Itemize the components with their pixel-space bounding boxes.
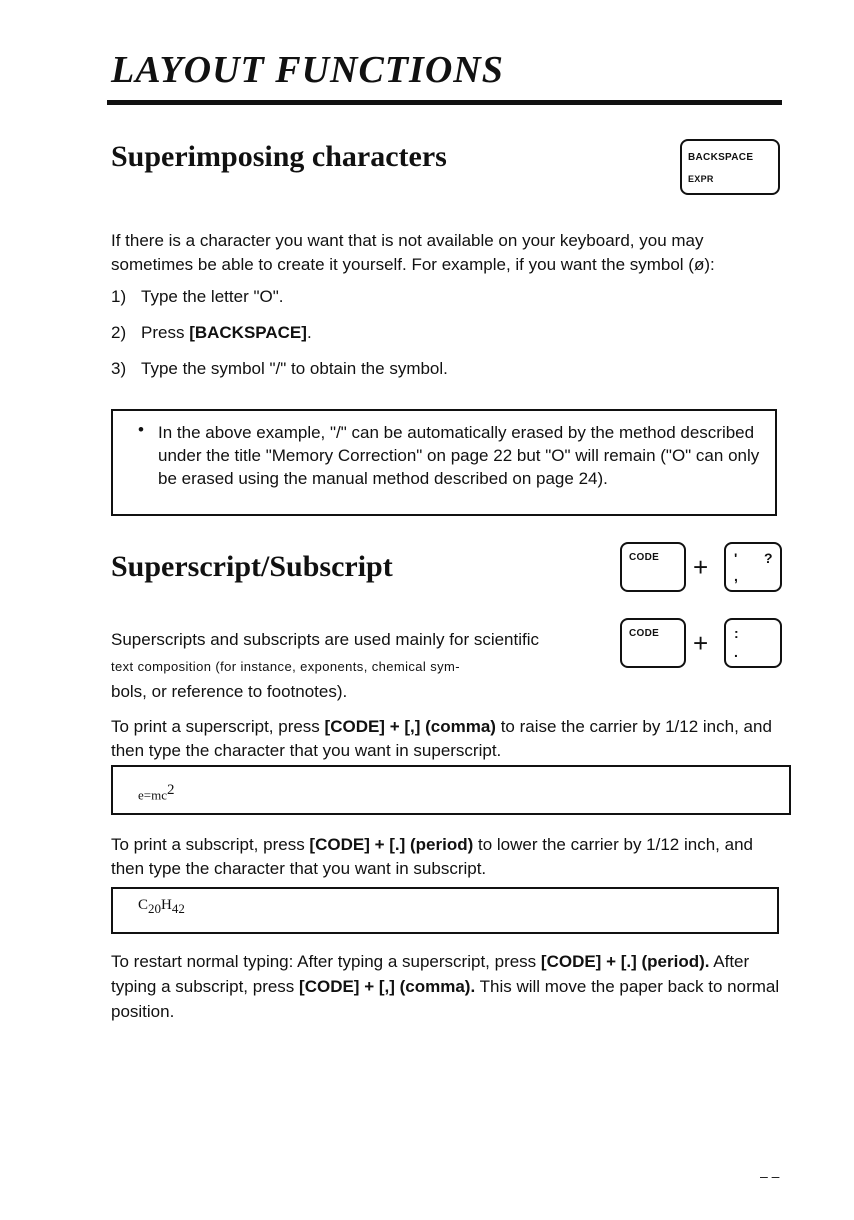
backspace-key-label: BACKSPACE xyxy=(688,152,754,163)
superscript-example-box xyxy=(111,765,791,815)
subscript-example xyxy=(138,897,185,917)
supersub-intro-line-1: Superscripts and subscripts are used mainly for scientific xyxy=(111,630,540,649)
subscript-example-box xyxy=(111,887,779,934)
section-title-superscript-subscript: Superscript/Subscript xyxy=(111,550,393,583)
superscript-instructions-post: to raise the carrier by 1/12 inch, and then type the character that you want in superscript. xyxy=(111,717,772,760)
comma-key-top-right: ? xyxy=(764,550,773,566)
subscript-instructions-pre: To print a subscript, press xyxy=(111,835,310,854)
subscript-hydrogen: H xyxy=(161,897,172,913)
comma-key-icon xyxy=(724,542,782,592)
superscript-keys: [CODE] + [,] (comma) xyxy=(324,717,496,736)
period-key-bottom: . xyxy=(734,644,739,660)
restart-keys-1: [CODE] + [.] (period). xyxy=(540,952,710,971)
step-2-number: 2) xyxy=(111,323,127,342)
backspace-key-icon xyxy=(680,139,780,195)
step-3 xyxy=(111,359,448,379)
code-key-label: CODE xyxy=(629,552,660,563)
chapter-title: LAYOUT FUNCTIONS xyxy=(111,49,504,91)
plus-sign: + xyxy=(693,552,709,582)
step-2-text-pre: Press xyxy=(141,323,190,342)
superimpose-intro: If there is a character you want that is not available on your keyboard, you may sometimes be able to create it yourself. For example, if you want the symbol (ø): xyxy=(111,231,715,274)
subscript-keys: [CODE] + [.] (period) xyxy=(309,835,474,854)
restart-post: This will move the paper back to normal position. xyxy=(111,977,780,1021)
step-3-text: Type the symbol "/" to obtain the symbol. xyxy=(141,359,448,378)
supersub-intro-line-3: bols, or reference to footnotes). xyxy=(111,682,348,701)
chapter-rule xyxy=(107,100,782,105)
step-1 xyxy=(111,287,283,307)
plus-sign-2: + xyxy=(693,628,709,658)
code-key-icon-2 xyxy=(620,618,686,668)
superscript-exponent: 2 xyxy=(166,782,175,798)
supersub-intro-line-2: text composition (for instance, exponents, chemical sym- xyxy=(111,659,460,674)
step-1-text: Type the letter "O". xyxy=(141,287,284,306)
restart-keys-2: [CODE] + [,] (comma). xyxy=(299,977,476,996)
expr-key-label: EXPR xyxy=(688,174,714,184)
superscript-instructions xyxy=(111,715,783,763)
step-2 xyxy=(111,323,312,343)
restart-mid: After typing a subscript, press xyxy=(111,952,750,996)
code-key-label-2: CODE xyxy=(629,628,660,639)
section-title-superimposing: Superimposing characters xyxy=(111,140,447,173)
subscript-instructions-post: to lower the carrier by 1/12 inch, and then type the character that you want in subscript. xyxy=(111,835,753,878)
step-2-key: [BACKSPACE] xyxy=(189,323,307,342)
code-key-icon xyxy=(620,542,686,592)
note-bullet: • xyxy=(138,420,144,439)
note-box xyxy=(111,409,777,516)
superscript-instructions-pre: To print a superscript, press xyxy=(111,717,325,736)
subscript-hydrogen-count: 42 xyxy=(171,901,185,916)
step-1-number: 1) xyxy=(111,287,127,306)
restart-instructions xyxy=(111,949,786,1024)
note-text: In the above example, "/" can be automatically erased by the method described under the title "Memory Correction" on page 22 but "O" will remain ("O" can only be erased using the manual method described on page 24). xyxy=(158,423,760,488)
period-key-top: : xyxy=(734,625,739,641)
subscript-carbon-count: 20 xyxy=(148,901,162,916)
period-key-icon xyxy=(724,618,782,668)
step-3-number: 3) xyxy=(111,359,127,378)
comma-key-top-left: ' xyxy=(734,550,738,566)
superscript-example xyxy=(138,782,174,803)
comma-key-bottom: , xyxy=(734,568,739,584)
page-number: – – xyxy=(760,1168,780,1184)
superscript-base: e=mc xyxy=(138,787,167,803)
subscript-instructions xyxy=(111,833,783,881)
subscript-carbon: C xyxy=(138,897,149,913)
restart-pre: To restart normal typing: After typing a superscript, press xyxy=(111,952,541,971)
step-2-text-post: . xyxy=(306,323,312,342)
